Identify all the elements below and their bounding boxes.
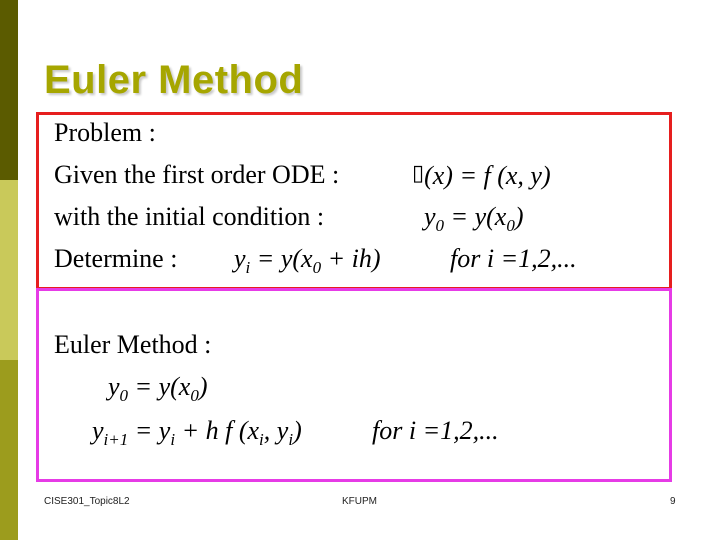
eq-sub: 0 bbox=[190, 386, 199, 405]
eq-sub: i bbox=[170, 430, 176, 449]
eq-sub: 0 bbox=[435, 216, 445, 235]
eq-sub: 0 bbox=[312, 258, 322, 277]
problem-heading: Problem : bbox=[54, 118, 156, 147]
euler-initial-equation bbox=[108, 372, 208, 406]
eq-sub: 0 bbox=[119, 386, 129, 405]
euler-for-range: for i =1,2,... bbox=[372, 416, 499, 445]
eq-mid: = y bbox=[128, 416, 171, 445]
eq-sub: i bbox=[259, 430, 264, 449]
eq-close: ) bbox=[198, 372, 208, 401]
eq-sub: i+1 bbox=[103, 430, 129, 449]
given-label: Given the first order ODE : bbox=[54, 160, 340, 189]
eq-sub: i bbox=[288, 430, 294, 449]
eq-y: y bbox=[108, 372, 120, 401]
eq-rhs: = y(x bbox=[128, 372, 191, 401]
left-bar-mid bbox=[0, 360, 18, 540]
eq-sub: i bbox=[245, 258, 251, 277]
eq-tail: + h f (x bbox=[175, 416, 260, 445]
determine-for-range: for i =1,2,... bbox=[450, 244, 577, 273]
initial-condition-equation bbox=[424, 202, 524, 236]
left-bar-dark bbox=[0, 0, 18, 180]
eq-y: y bbox=[234, 244, 246, 273]
initial-condition-label: with the initial condition : bbox=[54, 202, 325, 231]
eq-rhs: = y(x bbox=[444, 202, 507, 231]
unrendered-glyph-icon: ▯ bbox=[412, 160, 425, 185]
left-bar-light bbox=[0, 180, 18, 360]
ode-rhs: (x) = f (x, y) bbox=[424, 161, 551, 190]
footer-course-code: CISE301_Topic8L2 bbox=[44, 496, 130, 507]
slide-title: Euler Method bbox=[44, 58, 304, 102]
euler-heading: Euler Method : bbox=[54, 330, 212, 359]
eq-y: y bbox=[92, 416, 104, 445]
determine-equation bbox=[234, 244, 381, 278]
eq-comma-y: , y bbox=[263, 416, 289, 445]
eq-tail: + ih) bbox=[321, 244, 381, 273]
eq-close: ) bbox=[514, 202, 524, 231]
footer-institution: KFUPM bbox=[342, 496, 377, 507]
euler-step-equation bbox=[92, 416, 302, 450]
eq-rhs: = y(x bbox=[250, 244, 313, 273]
eq-close: ) bbox=[293, 416, 302, 445]
ode-equation bbox=[412, 160, 551, 191]
eq-sub: 0 bbox=[506, 216, 515, 235]
eq-y: y bbox=[424, 202, 436, 231]
determine-label: Determine : bbox=[54, 244, 178, 273]
footer-page-number: 9 bbox=[670, 496, 676, 507]
